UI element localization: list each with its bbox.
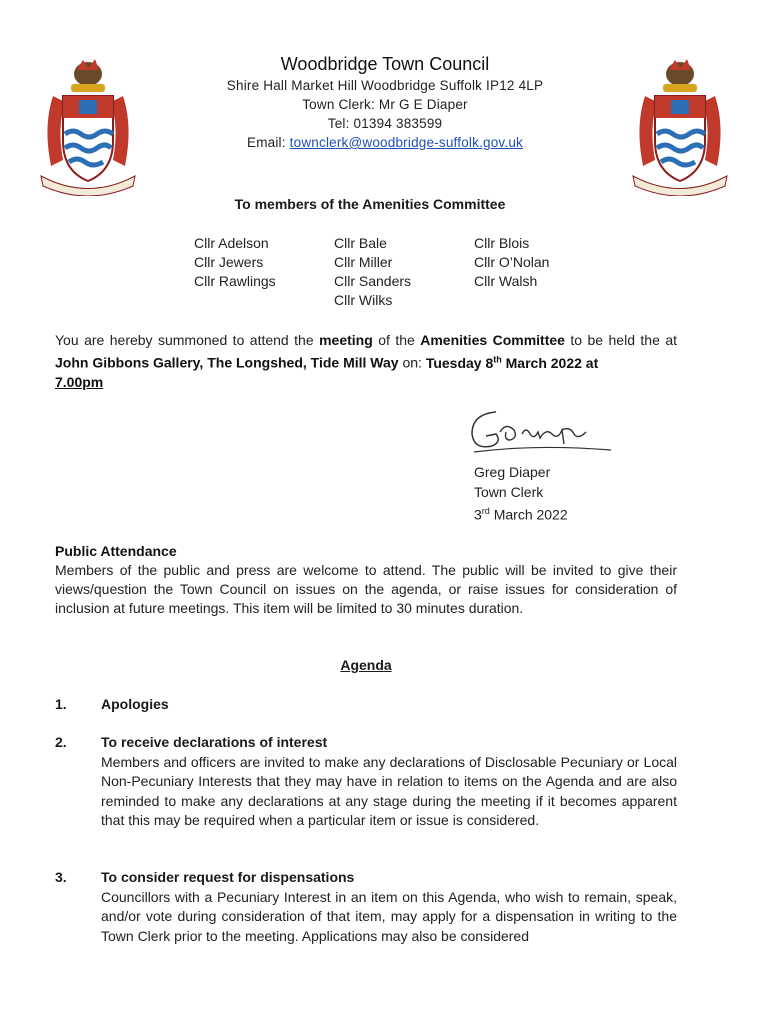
clerk-name: Greg Diaper	[474, 464, 551, 480]
councillor-column-2	[334, 234, 411, 310]
councillor-name: Cllr Wilks	[334, 292, 393, 308]
email-link[interactable]: townclerk@woodbridge-suffolk.gov.uk	[289, 135, 523, 150]
meeting-venue: John Gibbons Gallery, The Longshed, Tide Mill Way	[55, 354, 399, 371]
clerk-signature	[466, 404, 616, 456]
email-label: Email:	[247, 135, 290, 150]
councillor-name: Cllr Sanders	[334, 273, 412, 289]
councillor-name: Cllr Rawlings	[194, 273, 276, 289]
signature-block	[474, 463, 568, 525]
meeting-time: 7.00pm	[55, 373, 104, 390]
agenda-item-body: Members and officers are invited to make any declarations of Disclosable Pecuniary or Local Non-Pecuniary Interests that they may have in relation to items on the Agenda and are also reminded to make any declarations at any stage during the meeting if it becomes apparent that this may be required when a particular item or issue is considered.	[101, 754, 677, 828]
councillor-name: Cllr Blois	[474, 235, 530, 251]
meeting-date: Tuesday 8th March 2022 at	[425, 354, 599, 371]
agenda-item-number: 2.	[55, 734, 67, 750]
summons-paragraph: You are hereby summoned to attend the meeting of the Amenities Committee to be held the at John Gibbons Gallery, The Longshed, Tide Mill Way on: Tuesday 8th March 2022 at 7.00pm	[55, 332, 677, 390]
councillor-name: Cllr Adelson	[194, 235, 269, 251]
councillor-name: Cllr O’Nolan	[474, 254, 550, 270]
councillor-column-1	[194, 234, 276, 291]
council-title: Woodbridge Town Council	[280, 54, 490, 74]
members-heading: To members of the Amenities Committee	[234, 196, 506, 212]
councillor-name: Cllr Jewers	[194, 254, 264, 270]
councillor-name: Cllr Miller	[334, 254, 393, 270]
email-line	[0, 135, 770, 150]
agenda-item-title: Apologies	[101, 696, 169, 712]
clerk-role: Town Clerk	[474, 483, 544, 500]
councillor-name: Cllr Bale	[334, 235, 387, 251]
agenda-heading: Agenda	[340, 657, 392, 673]
council-address: Shire Hall Market Hill Woodbridge Suffolk IP12 4LP	[226, 78, 544, 93]
telephone-line: Tel: 01394 383599	[327, 116, 443, 131]
agenda-item-body: Councillors with a Pecuniary Interest in an item on this Agenda, who wish to remain, speak, and/or vote during consideration of that item, may apply for a dispensation in writing to the Town Clerk prior to the meeting. Applications may also be considered	[101, 889, 677, 944]
councillor-column-3	[474, 234, 549, 291]
public-attendance-body: Members of the public and press are welcome to attend. The public will be invited to give their views/question the Town Council on issues on the agenda, or raise issues for consideration of inclusion at future meetings. This item will be limited to 30 minutes duration.	[55, 562, 677, 616]
councillor-name: Cllr Walsh	[474, 273, 538, 289]
agenda-item-number: 3.	[55, 869, 67, 885]
town-clerk-line: Town Clerk: Mr G E Diaper	[302, 97, 468, 112]
public-attendance-heading: Public Attendance	[55, 543, 177, 559]
agenda-item-title: To receive declarations of interest	[101, 734, 328, 750]
letter-date: 3rd March 2022	[474, 506, 568, 523]
agenda-item-number: 1.	[55, 696, 67, 712]
agenda-item-title: To consider request for dispensations	[101, 869, 355, 885]
